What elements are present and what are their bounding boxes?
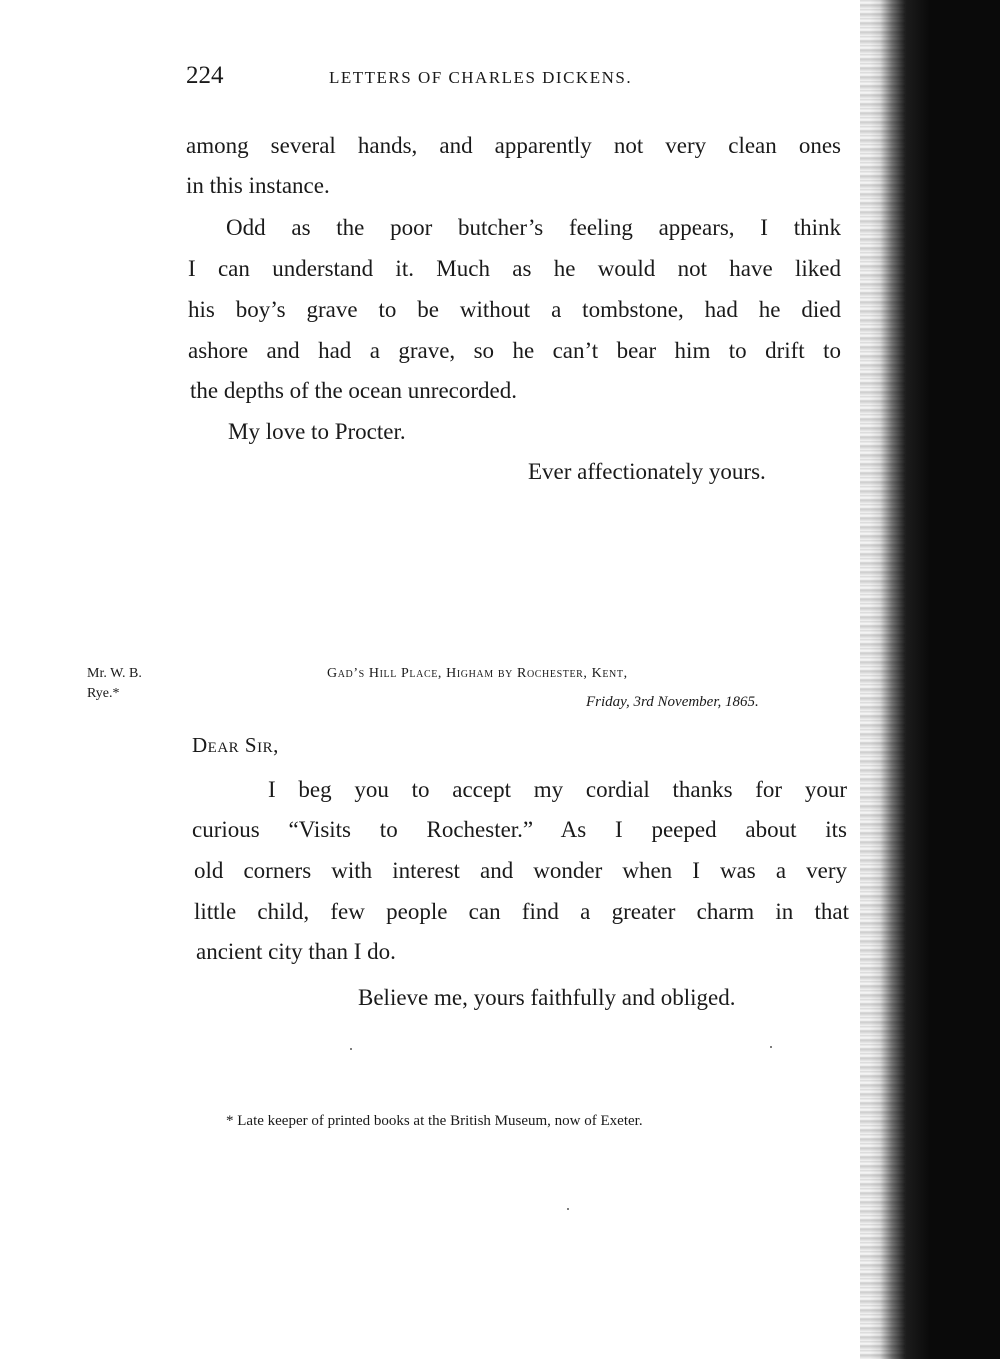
running-head — [186, 62, 706, 96]
letter1-line-3: Odd as the poor butcher’s feeling appears, I think — [226, 215, 841, 240]
scan-speck — [350, 1048, 352, 1050]
letter1-line-1: among several hands, and apparently not very clean ones — [186, 133, 841, 158]
running-title: LETTERS OF CHARLES DICKENS. — [329, 68, 633, 87]
letter1-line-7: the depths of the ocean unrecorded. — [190, 378, 517, 403]
letter2-line-5: ancient city than I do. — [196, 939, 396, 964]
letter2-line-1: I beg you to accept my cordial thanks for your — [268, 777, 847, 802]
salutation — [192, 733, 279, 758]
page-number: 224 — [186, 62, 224, 89]
sender-address-text: Gad’s Hill Place, Higham by Rochester, Kent, — [327, 666, 628, 681]
scan-gutter-texture — [860, 0, 905, 1359]
letter1-line-4: I can understand it. Much as he would not have liked — [188, 256, 841, 281]
letter-dateline: Friday, 3rd November, 1865. — [586, 694, 759, 710]
footnote: * Late keeper of printed books at the British Museum, now of Exeter. — [226, 1113, 643, 1129]
sender-address — [327, 666, 628, 682]
letter1-line-8: My love to Procter. — [228, 419, 406, 444]
recipient-surname: Rye.* — [87, 686, 120, 701]
letter2-line-2: curious “Visits to Rochester.” As I peeped about its — [192, 817, 847, 842]
scan-speck — [567, 1208, 569, 1210]
letter1-closing: Ever affectionately yours. — [528, 459, 766, 484]
letter1-line-6: ashore and had a grave, so he can’t bear him to drift to — [188, 338, 841, 363]
letter2-line-3: old corners with interest and wonder when I was a very — [194, 858, 847, 883]
letter1-line-5: his boy’s grave to be without a tombstone, had he died — [188, 297, 841, 322]
letter1-line-2: in this instance. — [186, 173, 330, 198]
recipient-name: Mr. W. B. — [87, 666, 142, 681]
salutation-text: Dear Sir, — [192, 733, 279, 757]
scan-speck — [770, 1046, 772, 1048]
letter2-line-4: little child, few people can find a greater charm in that — [194, 899, 849, 924]
letter2-closing: Believe me, yours faithfully and obliged. — [358, 985, 736, 1010]
